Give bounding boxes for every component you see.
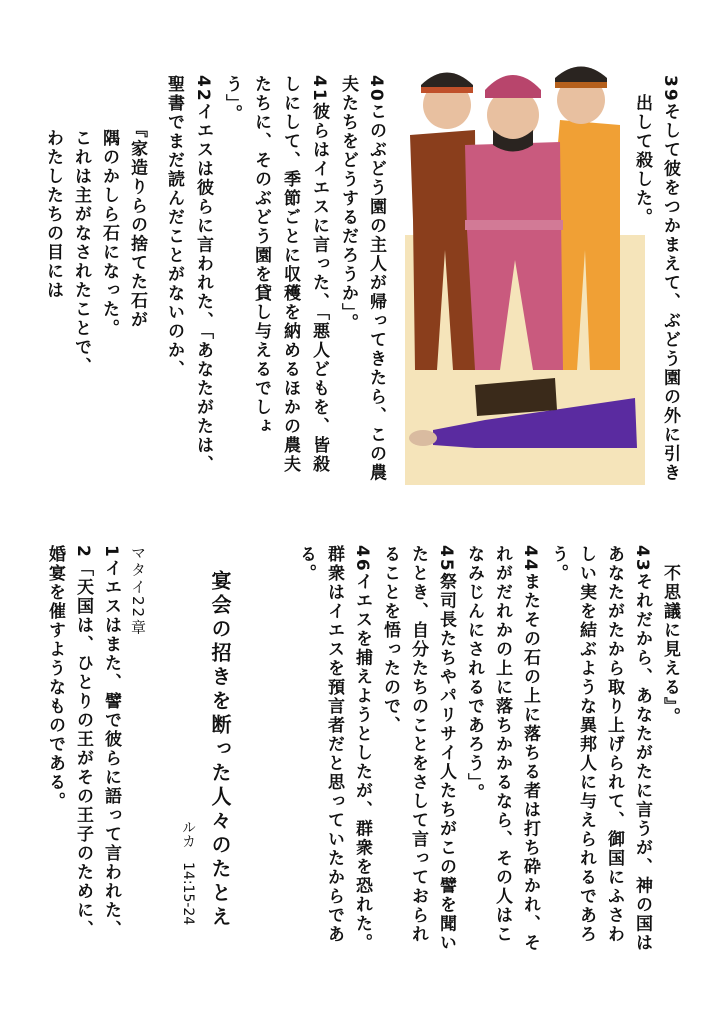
chapter-heading: マタイ22章 <box>129 545 147 637</box>
verse-46: 46イエスを捕えようとしたが、群衆を恐れた。 <box>352 545 372 953</box>
verse-42: 42イエスは彼らに言われた、「あなたがたは、 <box>193 75 213 475</box>
verse-44: 44またその石の上に落ちる者は打ち砕かれ、そ <box>520 545 540 953</box>
section-title: 宴会の招きを断った人々のたとえ <box>208 570 232 930</box>
verse-41-cont-1: しにして、季節ごとに収穫を納めるほかの農夫 <box>280 75 300 474</box>
cross-reference: ルカ 14:15-24 <box>180 820 196 926</box>
verse-41-cont-2: たちに、そのぶどう園を貸し与えるでしょ <box>251 75 271 436</box>
quote-line-4: わたしたちの目には <box>43 110 63 300</box>
verse-43-cont-1: あなたがたから取り上げられて、御国にふさわ <box>604 545 624 944</box>
chapter-verse-2-cont: 婚宴を催すようなものである。 <box>45 545 65 811</box>
verse-43-cont-2: しい実を結ぶような異邦人に与えられるであろ <box>576 545 596 944</box>
chapter-verse-1: 1イエスはまた、譬で彼らに語って言われた、 <box>101 545 121 939</box>
verse-45: 45祭司長たちやパリサイ人たちがこの譬を聞い <box>436 545 456 953</box>
verse-44-cont-2: なみじんにされるであろう」。 <box>464 545 484 803</box>
quote-line-3: これは主がなされたことで、 <box>71 110 91 376</box>
verse-41-cont-3: う」。 <box>222 75 242 124</box>
verse-43: 43それだから、あなたがたに言うが、神の国は <box>632 545 652 953</box>
verse-42-cont: 聖書でまだ読んだことがないのか、 <box>164 75 184 379</box>
verse-40: 40このぶどう園の主人が帰ってきたら、この農 <box>366 75 386 483</box>
chapter-verse-2: 2「天国は、ひとりの王がその王子のために、 <box>73 545 93 939</box>
quote-line-5: 不思議に見える』。 <box>660 545 680 727</box>
verse-46-cont-2: る。 <box>296 545 316 583</box>
quote-line-1: 『家造りらの捨てた石が <box>127 110 147 330</box>
verse-39-cont: 出して殺した。 <box>632 75 652 227</box>
verse-45-cont-2: ることを悟ったので、 <box>380 545 400 735</box>
verse-44-cont-1: れがだれかの上に落ちかかるなら、その人はこ <box>492 545 512 944</box>
verse-39: 39そして彼をつかまえて、ぶどう園の外に引き <box>660 75 680 483</box>
verse-46-cont-1: 群衆はイエスを預言者だと思っていたからであ <box>324 545 344 944</box>
verse-43-cont-3: う。 <box>548 545 568 583</box>
quote-line-2: 隅のかしら石になった。 <box>99 110 119 338</box>
parable-illustration <box>405 50 645 485</box>
verse-40-cont: 夫たちをどうするだろうか」。 <box>338 75 358 333</box>
verse-41: 41彼らはイエスに言った、「悪人どもを、皆殺 <box>309 75 329 475</box>
verse-45-cont-1: たとき、自分たちのことをさして言っておられ <box>408 545 428 944</box>
